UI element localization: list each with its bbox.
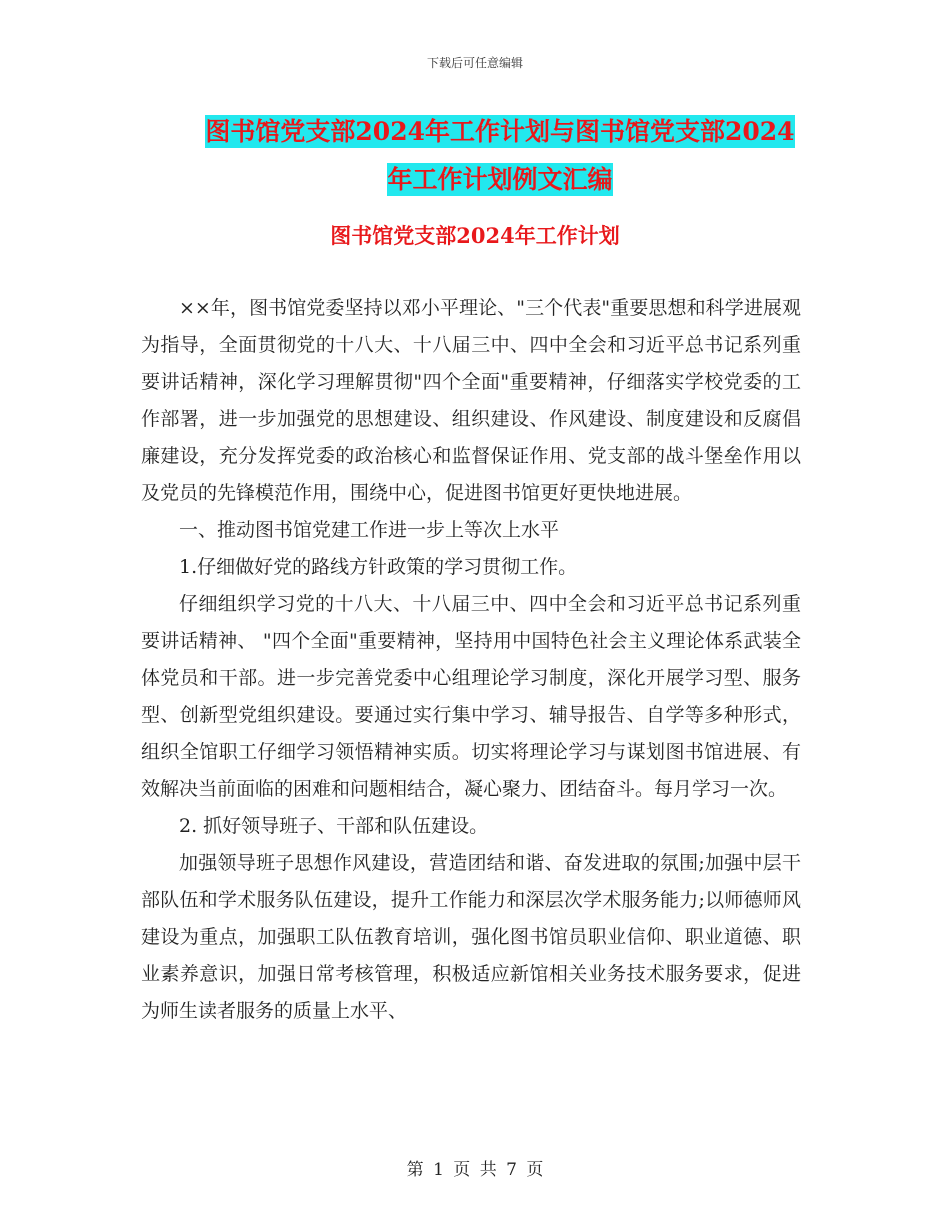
page-indicator: 第 1 页 共 7 页	[406, 1160, 544, 1180]
section-title: 图书馆党支部2024年工作计划	[330, 223, 620, 248]
body-paragraph: ××年，图书馆党委坚持以邓小平理论、"三个代表"重要思想和科学进展观为指导，全面贯彻党的十八大、十八届三中、四中全会和习近平总书记系列重要讲话精神，深化学习理解贯彻"四个全面"重要精神，仔细落实学校党委的工作部署，进一步加强党的思想建设、组织建设、作风建设、制度建设和反腐倡廉建设，充分发挥党委的政治核心和监督保证作用、党支部的战斗堡垒作用以及党员的先锋模范作用，围绕中心，促进图书馆更好更快地进展。	[141, 297, 801, 504]
document-body	[141, 290, 801, 1030]
section-heading: 一、推动图书馆党建工作进一步上等次上水平	[179, 519, 560, 541]
subsection-heading: 2. 抓好领导班子、干部和队伍建设。	[179, 815, 489, 837]
document-title-line-2: 年工作计划例文汇编	[387, 165, 613, 194]
document-title	[150, 108, 850, 204]
body-paragraph: 仔细组织学习党的十八大、十八届三中、四中全会和习近平总书记系列重要讲话精神、 "四个全面"重要精神，坚持用中国特色社会主义理论体系武装全体党员和干部。进一步完善党委中心组理论学习制度，深化开展学习型、服务型、创新型党组织建设。要通过实行集中学习、辅导报告、自学等多种形式，组织全馆职工仔细学习领悟精神实质。切实将理论学习与谋划图书馆进展、有效解决当前面临的困难和问题相结合，凝心聚力、团结奋斗。每月学习一次。	[141, 593, 801, 800]
document-title-line-1: 图书馆党支部2024年工作计划与图书馆党支部2024	[205, 117, 795, 146]
body-paragraph: 加强领导班子思想作风建设，营造团结和谐、奋发进取的氛围;加强中层干部队伍和学术服务队伍建设，提升工作能力和深层次学术服务能力;以师德师风建设为重点，加强职工队伍教育培训，强化图书馆员职业信仰、职业道德、职业素养意识，加强日常考核管理，积极适应新馆相关业务技术服务要求，促进为师生读者服务的质量上水平、	[141, 852, 801, 1022]
header-note: 下载后可任意编辑	[426, 56, 523, 70]
subsection-heading: 1.仔细做好党的路线方针政策的学习贯彻工作。	[179, 556, 578, 578]
